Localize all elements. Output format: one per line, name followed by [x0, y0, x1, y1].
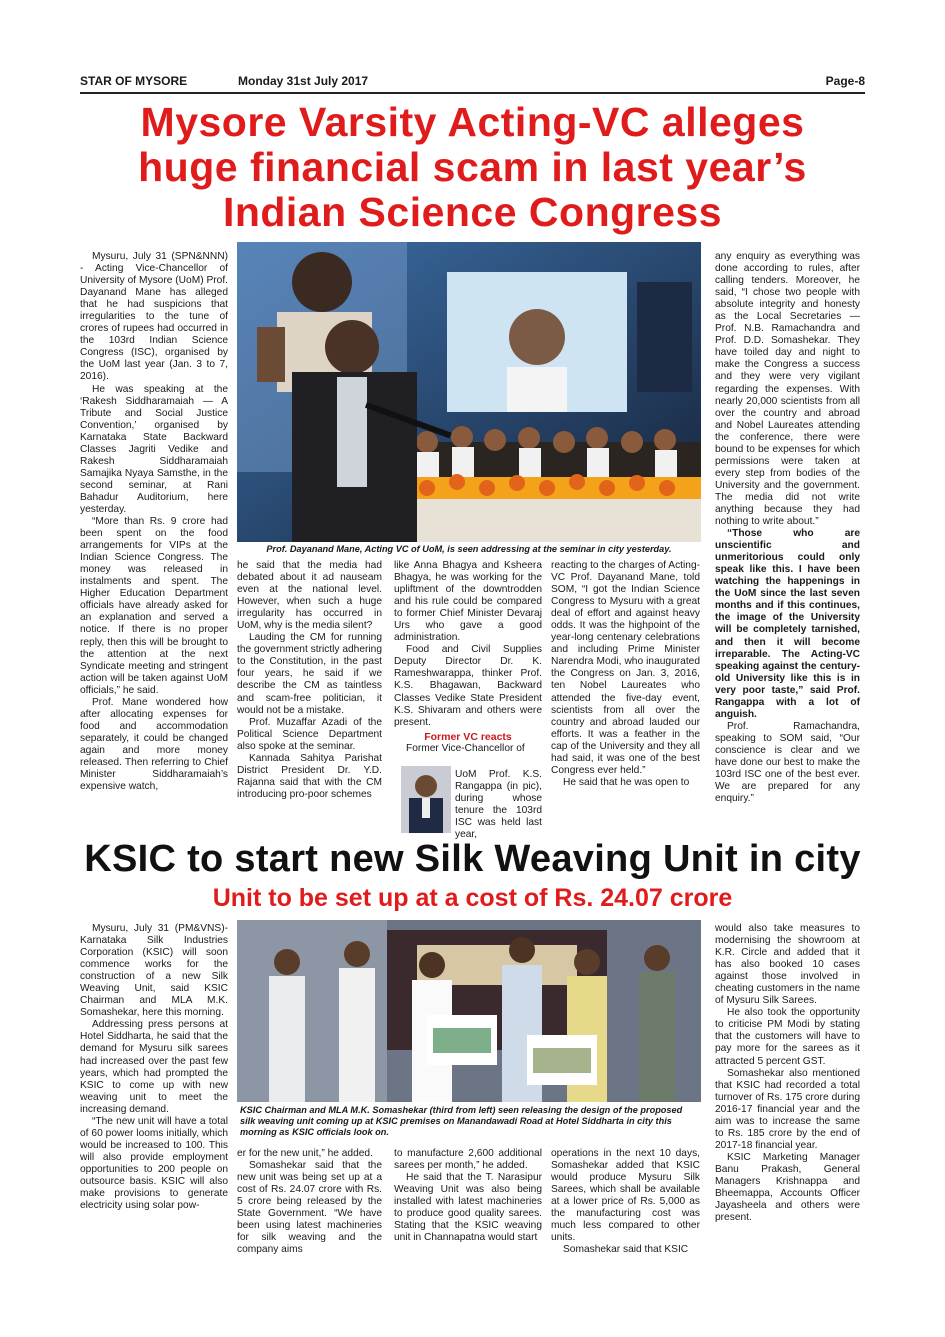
- story1-column-5: [715, 251, 860, 805]
- story2-column-5: [715, 923, 860, 1224]
- story1-col3-para: Food and Civil Supplies Deputy Director Dr. K. Rameshwarappa, thinker Prof. K.S. Bhagawan, Backward Classes Vedike State President K.S. Shivaram and others were present.: [394, 644, 542, 728]
- former-vc-subhead: Former VC reacts: [424, 730, 512, 743]
- story1-col1-para: Mysuru, July 31 (SPN&NNN) - Acting Vice-Chancellor of University of Mysore (UoM) Prof. Dayanand Mane has alleged that he had suspicions that irregularities to the tune of crores of rupees had occurred in the 103rd Indian Science Congress (ISC), organised by the UoM last year (Jan. 3 to 7, 2016).: [80, 251, 228, 383]
- story1-headline-line1: Mysore Varsity Acting-VC alleges: [140, 99, 805, 145]
- ksic-photo-illustration: [237, 920, 701, 1102]
- story2-column-1: [80, 923, 228, 1212]
- story2-subheadline: Unit to be set up at a cost of Rs. 24.07 crore: [212, 884, 733, 912]
- story2-col2-para: er for the new unit,” he added.: [237, 1148, 373, 1159]
- story2-col1-para: “The new unit will have a total of 60 power looms initially, which would be increased to 100. This will also provide employment opportunities to 200 people on outsource basis. KSIC will also make provisions to generate electricity using solar pow-: [80, 1115, 228, 1212]
- story1-col5-para: any enquiry as everything was done according to rules, after calling tenders. Moreover, he said, “I chose two people with absolute integrity and honesty as the Local Secretaries — Prof. N.B. Ramachandra and Prof. D.D. Somashekar. They have toiled day and night to make the Congress a success and they were very vigilant regarding the expenses. With nearly 20,000 scientists from all over the country and abroad and Nobel Laureates attending the conference, there were bound to be expenses for which permissions were taken at every step from bodies of the University and the government. The media did not write anything because they had nothing to write about.”: [715, 251, 860, 528]
- story2-col5-para: He also took the opportunity to criticise PM Modi by stating that the customers will have to pay more for the sarees as it attracted 5 percent GST.: [715, 1007, 860, 1067]
- story2-col5-para: KSIC Marketing Manager Banu Prakash, General Managers Krishnappa and Bheemappa, Accounts Officer Jayasheela and others were present.: [715, 1151, 860, 1224]
- story1-col3-para: like Anna Bhagya and Ksheera Bhagya, he was working for the upliftment of the downtrodden and his rule could be compared to former Chief Minister Devaraj Urs who gave a good administration.: [394, 560, 542, 644]
- story1-col4-para: reacting to the charges of Acting-VC Prof. Dayanand Mane, told SOM, “I got the Indian Science Congress to Mysuru with a great deal of effort and against heavy odds. It was the highpoint of the year-long centenary celebrations and including Prime Minister Narendra Modi, who inaugurated the Congress on Jan. 3, 2016, ten Nobel Laureates who attended the five-day event, scientists from all over the country and abroad lauded our efforts. It was a feather in the cap of the University and they all had said, it was one of the best Congress ever held.”: [551, 560, 700, 776]
- seminar-photo-caption: Prof. Dayanand Mane, Acting VC of UoM, is seen addressing at the seminar in city yesterday.: [266, 544, 672, 554]
- story1-column-1: [80, 251, 228, 793]
- story1-column-4: [551, 560, 700, 789]
- seminar-photo: [237, 242, 701, 542]
- story2-column-4: [551, 1148, 700, 1256]
- story1-column-3-beside-photo: [455, 769, 542, 841]
- story2-col4-para: Somashekar said that KSIC: [563, 1244, 689, 1256]
- story1-column-2: [237, 560, 382, 801]
- story2-col5-para: would also take measures to modernising the showroom at K.R. Circle and added that it has also booked 10 cases against those involved in cheating customers in the name of Mysuru Silk Sarees.: [715, 923, 860, 1007]
- page-header: [80, 74, 865, 92]
- story2-column-2: [237, 1148, 382, 1256]
- story1-col2-para: Lauding the CM for running the government strictly adhering to the Constitution, in the past four years, he said if we describe the CM as taintless and scam-free politician, it would not be a mistake.: [237, 632, 382, 716]
- story1-col3-intro: Former Vice-Chancellor of: [406, 742, 525, 754]
- rangappa-quote: “Those who are unscientific and unmeritorious could only speak like this. I have been watching the happenings in the UoM since the last seven months and if this continues, the image of the University will be completely tarnished, and then it will become irreparable. The Acting-VC speaking against the century-old University like this is in very poor taste,” said Prof. Rangappa with a lot of anguish.: [715, 528, 860, 720]
- issue-date: Monday 31st July 2017: [238, 74, 369, 88]
- story1-headline-line3: Indian Science Congress: [222, 189, 723, 235]
- rangappa-portrait-illustration: [401, 766, 451, 833]
- story2-col1-para: Addressing press persons at Hotel Siddharta, he said that the demand for Mysuru silk sarees had increased over the past few years, which had prompted the KSIC to come up with new weaving unit to meet the increasing demand.: [80, 1019, 228, 1115]
- story1-col2-para: he said that the media had debated about it ad nauseam even at the national level. However, when such a huge irregularity has occurred in UoM, why is the media silent?: [237, 560, 382, 632]
- header-rule: [80, 92, 865, 94]
- story2-col2-para: Somashekar said that the new unit was being set up at a cost of Rs. 24.07 crore with Rs. 5 crore being released by the State Government. “We have been using latest machineries for silk weaving and the company aims: [237, 1160, 382, 1256]
- story2-col3-para: to manufacture 2,600 additional sarees per month,” he added.: [394, 1148, 542, 1172]
- rangappa-portrait: [401, 766, 451, 833]
- story2-col5-para: Somashekar also mentioned that KSIC had recorded a total turnover of Rs. 175 crore during 2016-17 financial year and the aim was to increase the same to Rs. 185 crore by the end of 2017-18 financial year.: [715, 1067, 860, 1151]
- ksic-photo-caption: KSIC Chairman and MLA M.K. Somashekar (third from left) seen releasing the design of the proposed silk weaving unit coming up at KSIC premises on Manandawadi Road at Hotel Siddharta in city this morning as KSIC officials look on.: [240, 1105, 683, 1137]
- publication-name: STAR OF MYSORE: [80, 74, 188, 88]
- story1-col1-para: Prof. Mane wondered how after allocating expenses for food and accommodation separately, it could be changed again and more money released. Then referring to Chief Minister Siddharamaiah’s expensive watch,: [80, 696, 228, 793]
- story1-col2-para: Prof. Muzaffar Azadi of the Political Science Department also spoke at the seminar.: [237, 716, 382, 752]
- rangappa-intro: UoM Prof. K.S. Rangappa (in pic), during whose tenure the 103rd ISC was held last year,: [455, 769, 542, 841]
- ksic-photo: [237, 920, 701, 1102]
- story2-col4-para: operations in the next 10 days, Somashekar added that KSIC would produce Mysuru Silk Sarees, which shall be available at a lower price of Rs. 5,000 as the manufacturing cost was much less compared to other units.: [551, 1148, 700, 1244]
- story1-column-3: [394, 560, 542, 755]
- story1-col5-para: Prof. Ramachandra, speaking to SOM said, “Our conscience is clear and we have done our best to make the 103rd ISC one of the best ever. We are prepared for any enquiry.”: [715, 720, 860, 805]
- story2-col1-para: Mysuru, July 31 (PM&VNS)- Karnataka Silk Industries Corporation (KSIC) will soon commence works for the construction of a new Silk Weaving Unit, said KSIC Chairman and MLA M.K. Somashekar, here this morning.: [80, 923, 228, 1019]
- story2-column-3: [394, 1148, 542, 1244]
- seminar-photo-illustration: [237, 242, 701, 542]
- story1-col2-para: Kannada Sahitya Parishat District President Dr. Y.D. Rajanna said that with the CM introducing pro-poor schemes: [237, 752, 382, 800]
- story2-headline: KSIC to start new Silk Weaving Unit in city: [84, 838, 861, 880]
- story1-headline-line2: huge financial scam in last year’s: [138, 144, 807, 190]
- story1-col4-para: He said that he was open to: [563, 776, 690, 788]
- story1-col1-para: He was speaking at the ‘Rakesh Siddharamaiah — A Tribute and Social Justice Convention,’ organised by Karnataka State Backward Classes Jagriti Vedike and Rakesh Siddharamaiah Samajika Nyaya Samsthe, in the second seminar, at Rani Bahadur Auditorium, here yesterday.: [80, 383, 228, 515]
- page-number: Page-8: [825, 74, 865, 88]
- story1-col1-para: “More than Rs. 9 crore had been spent on the food arrangements for VIPs at the Indian Science Congress. The money was released in instalments and spent. The Higher Education Department officials have already asked for an explanation and served a notice. If there is no proper reply, then this will be brought to the attention at the next Syndicate meeting and stringent action will be taken against UoM officials,” he said.: [80, 516, 228, 696]
- story2-col3-para: He said that the T. Narasipur Weaving Unit was also being installed with latest machineries to produce good quality sarees. Stating that the KSIC weaving unit in Channapatna would start: [394, 1172, 542, 1244]
- story1-headline: [70, 100, 875, 235]
